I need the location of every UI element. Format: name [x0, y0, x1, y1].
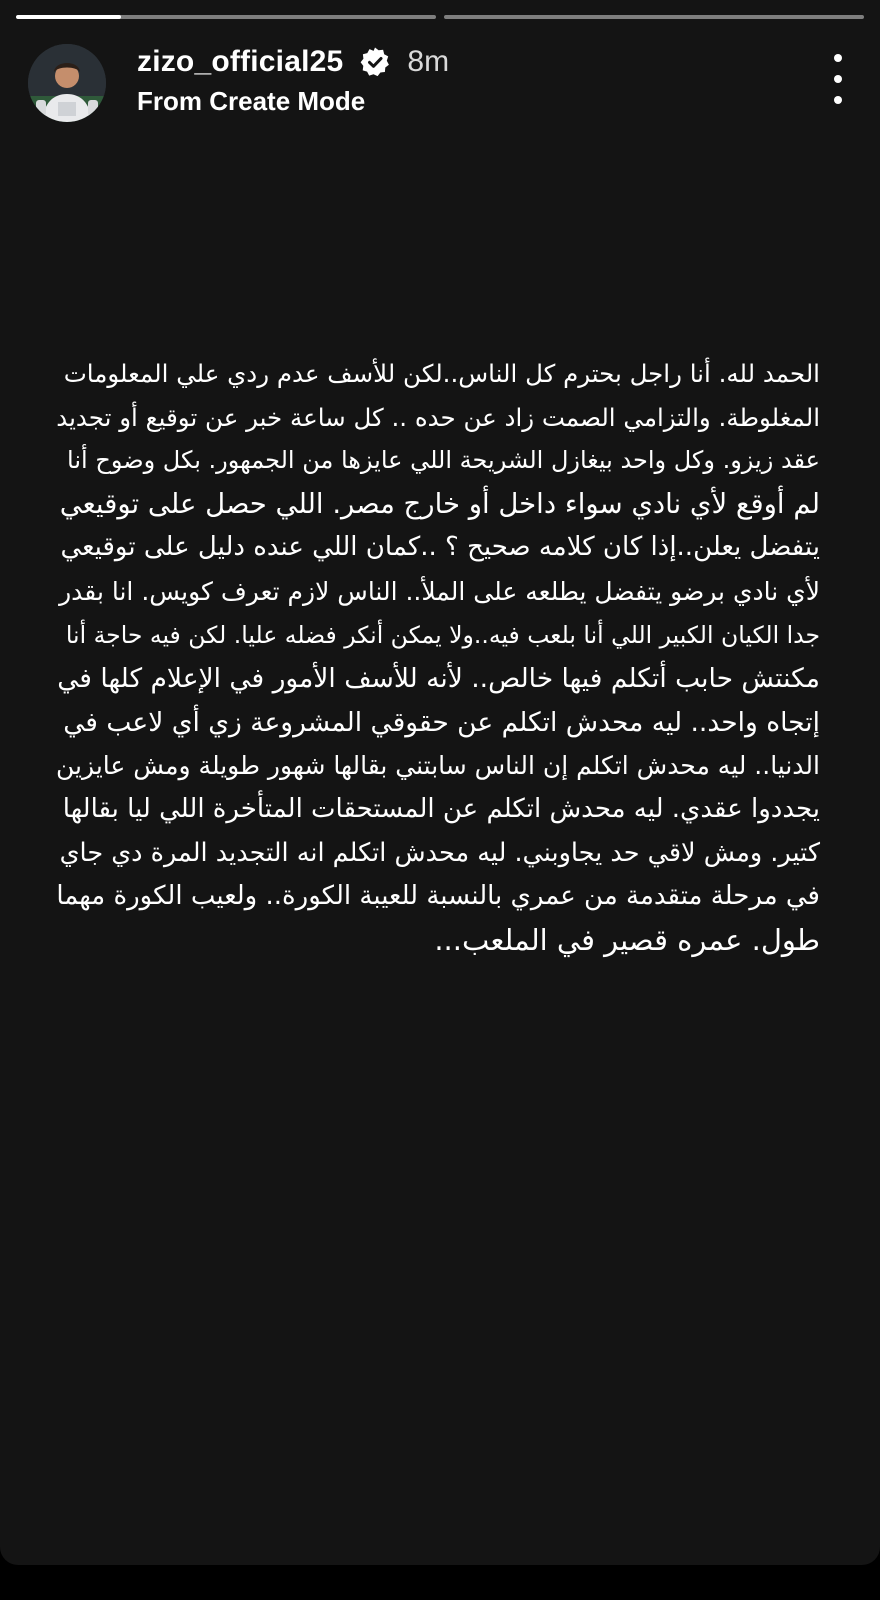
verified-badge-icon	[359, 46, 391, 78]
story-text-line: عقد زيزو. وكل واحد بيغازل الشريحة اللي عايزها من الجمهور. بكل وضوح أنا	[67, 446, 820, 475]
story-text-line: الدنيا.. ليه محدش اتكلم إن الناس سابتني بقالها شهور طويلة ومش عايزين	[56, 751, 820, 781]
name-row	[137, 42, 449, 82]
story-text-line: يتفضل يعلن..إذا كان كلامه صحيح ؟ ..كمان اللي عنده دليل على توقيعي	[60, 532, 820, 563]
more-dot	[834, 75, 842, 83]
story-text-line: مكنتش حابب أتكلم فيها خالص.. لأنه للأسف الأمور في الإعلام كلها في	[57, 663, 820, 695]
story-text-line: جدا الكيان الكبير اللي أنا بلعب فيه..ولا يمكن أنكر فضله عليا. لكن فيه حاجة أنا	[65, 620, 820, 649]
more-dot	[834, 96, 842, 104]
story-text-line: كتير. ومش لاقي حد يجاوبني. ليه محدش اتكلم انه التجديد المرة دي جاي	[59, 837, 820, 868]
avatar-image	[28, 44, 106, 122]
story-text-line: يجددوا عقدي. ليه محدش اتكلم عن المستحقات المتأخرة اللي ليا بقالها	[62, 793, 820, 824]
progress-segment-1	[16, 15, 436, 19]
more-vertical-icon[interactable]	[824, 54, 852, 104]
username[interactable]: zizo_official25	[137, 45, 344, 78]
story-text-line: المغلوطة. والتزامي الصمت زاد عن حده .. كل ساعة خبر عن توقيع أو تجديد	[56, 402, 820, 432]
story-header	[28, 42, 852, 126]
story-text-line: في مرحلة متقدمة من عمري بالنسبة للعيبة الكورة.. ولعيب الكورة مهما	[56, 881, 820, 912]
story-text-line: طول. عمره قصير في الملعب...	[434, 922, 820, 957]
story-text-line: لم أوقع لأي نادي سواء داخل أو خارج مصر. اللي حصل على توقيعي	[59, 487, 820, 520]
time-ago: 8m	[407, 45, 450, 78]
story-progress-bars	[16, 15, 864, 19]
story-text	[52, 352, 820, 962]
story-text-line: الحمد لله. أنا راجل بحترم كل الناس..لكن للأسف عدم ردي علي المعلومات	[63, 359, 820, 388]
story-text-line: إتجاه واحد.. ليه محدش اتكلم عن حقوقي المشروعة زي أي لاعب في	[63, 706, 820, 738]
story-subtitle[interactable]: From Create Mode	[137, 86, 366, 116]
progress-fill-1	[16, 15, 121, 19]
progress-segment-2	[444, 15, 864, 19]
story-meta	[137, 42, 449, 117]
story-text-line: لأي نادي برضو يتفضل يطلعه على الملأ.. الناس لازم تعرف كويس. انا بقدر	[59, 576, 820, 606]
more-dot	[834, 54, 842, 62]
avatar[interactable]	[28, 44, 106, 122]
